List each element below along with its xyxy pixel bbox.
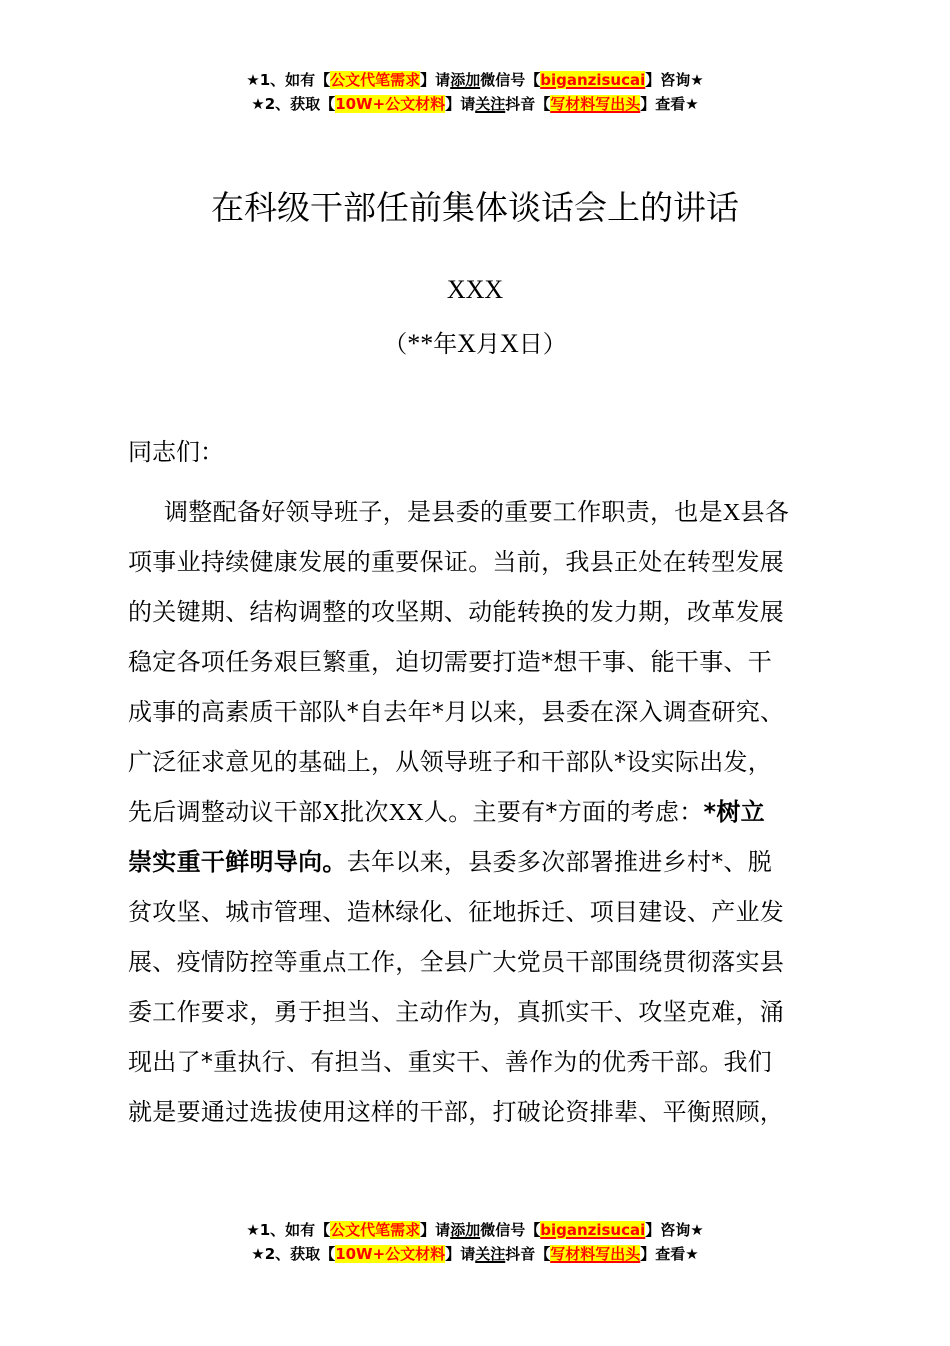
salutation: 同志们： [128,438,224,466]
body-line [128,487,848,537]
bold-heading-run: 崇实重干鲜明导向。 [128,848,347,876]
highlight-ghostwriting: 公文代笔需求 [330,71,421,89]
banner-text: ★2、获取【 [251,95,336,113]
douyin-account: 写材料写出头 [550,1245,641,1263]
text-run: 现出了*重执行、有担当、重实干、善作为的优秀干部。我们 [128,1048,773,1076]
body-line [128,837,848,887]
header-banner [0,68,950,116]
date-paren-close: ） [542,330,567,358]
text-run: 稳定各项任务艰巨繁重，迫切需要打造*想干事、能干事、干 [128,648,773,676]
text-run: 批次 [340,798,389,826]
body-line [128,987,848,1037]
highlight-ghostwriting: 公文代笔需求 [330,1221,421,1239]
banner-text: 抖音【 [505,1245,551,1263]
document-author: XXX [446,275,504,304]
banner-text: 】请 [445,95,476,113]
banner-text: 】查看★ [640,95,699,113]
date-day-char: 日 [518,330,543,358]
underlined-add: 添加 [450,1221,481,1239]
body-line [128,537,848,587]
body-line [128,737,848,787]
body-line [128,587,848,637]
text-run: 先后调整动议干部 [128,798,323,826]
body-paragraph [128,487,848,1137]
banner-text: 】请 [420,1221,451,1239]
banner-line-1 [0,1218,950,1242]
text-run: 广泛征求意见的基础上，从领导班子和干部队*设实际出发， [128,748,773,776]
banner-line-2 [0,1242,950,1266]
banner-text: ★1、如有【 [246,1221,331,1239]
date-month-placeholder: X [457,329,476,358]
text-run: 调整配备好领导班子，是县委的重要工作职责，也是 [164,498,723,526]
banner-text: 】咨询★ [645,71,704,89]
highlight-materials: 10W+公文材料 [335,1245,446,1263]
underlined-follow: 关注 [475,1245,506,1263]
banner-text: 抖音【 [505,95,551,113]
document-title: 在科级干部任前集体谈话会上的讲话 [211,188,739,227]
banner-line-1 [0,68,950,92]
date-year-placeholder: ** [407,329,434,358]
underlined-follow: 关注 [475,95,506,113]
wechat-id: biganzisucai [540,71,646,89]
body-line [128,687,848,737]
banner-text: 】查看★ [640,1245,699,1263]
date-year-char: 年 [433,330,458,358]
bold-heading-run: *树立 [703,798,765,826]
footer-banner [0,1218,950,1266]
banner-text: 微信号【 [480,71,541,89]
highlight-materials: 10W+公文材料 [335,95,446,113]
banner-text: ★2、获取【 [251,1245,336,1263]
text-run: 贫攻坚、城市管理、造林绿化、征地拆迁、项目建设、产业发 [128,898,785,926]
text-run: 去年以来，县委多次部署推进乡村*、脱 [346,848,773,876]
banner-text: 微信号【 [480,1221,541,1239]
text-run: X [322,800,341,826]
text-run: XX [388,800,424,826]
text-run: X [722,500,741,526]
text-run: 县各 [740,498,790,526]
body-line [128,887,848,937]
wechat-id: biganzisucai [540,1221,646,1239]
date-month-char: 月 [476,330,500,358]
douyin-account: 写材料写出头 [550,95,641,113]
banner-text: 】咨询★ [645,1221,704,1239]
text-run: 委工作要求，勇于担当、主动作为，真抓实干、攻坚克难，涌 [128,998,785,1026]
text-run: 展、疫情防控等重点工作，全县广大党员干部围绕贯彻落实县 [128,948,785,976]
body-line [128,637,848,687]
banner-line-2 [0,92,950,116]
date-paren-open: （ [383,330,408,358]
banner-text: 】请 [420,71,451,89]
underlined-add: 添加 [450,71,481,89]
text-run: 的关键期、结构调整的攻坚期、动能转换的发力期，改革发展 [128,598,785,626]
text-run: 就是要通过选拔使用这样的干部，打破论资排辈、平衡照顾， [128,1098,785,1126]
body-line [128,1037,848,1087]
date-day-placeholder: X [500,329,519,358]
text-run: 人。主要有*方面的考虑： [423,798,704,826]
banner-text: ★1、如有【 [246,71,331,89]
banner-text: 】请 [445,1245,476,1263]
body-line [128,787,848,837]
body-line [128,937,848,987]
document-date [0,326,950,362]
text-run: 项事业持续健康发展的重要保证。当前，我县正处在转型发展 [128,548,785,576]
body-line [128,1087,848,1137]
text-run: 成事的高素质干部队*自去年*月以来，县委在深入调查研究、 [128,698,785,726]
